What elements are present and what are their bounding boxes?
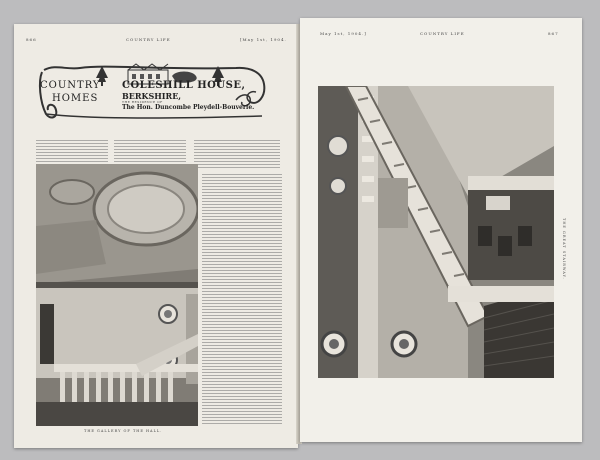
right-date: May 1st, 1904.] xyxy=(320,31,367,36)
right-running-title: COUNTRY LIFE xyxy=(420,31,465,36)
left-date: [May 1st, 1904. xyxy=(240,37,287,42)
stairway-side-caption: THE GREAT STAIRWAY. xyxy=(562,218,566,280)
banner-title-country: COUNTRY xyxy=(40,80,101,91)
left-page xyxy=(14,24,298,448)
right-page-number: 867 xyxy=(548,31,559,36)
left-page-number: 866 xyxy=(26,37,37,42)
gallery-photo-caption: THE GALLERY OF THE HALL. xyxy=(84,429,163,433)
county-name: BERKSHIRE, xyxy=(122,91,182,101)
body-text-column xyxy=(202,174,282,426)
intro-text-column-2 xyxy=(114,140,186,166)
gallery-photo xyxy=(36,164,198,426)
intro-text-column-3 xyxy=(194,140,280,170)
left-running-title: COUNTRY LIFE xyxy=(126,37,171,42)
right-page xyxy=(300,18,582,442)
house-name: COLESHILL HOUSE, xyxy=(122,80,246,91)
residence-of-label: THE RESIDENCE OF xyxy=(122,100,163,104)
gallery-ceiling-image xyxy=(36,164,198,426)
intro-text-column-1 xyxy=(36,140,108,166)
magazine-spread xyxy=(14,18,588,446)
great-stairway-image xyxy=(318,86,554,378)
banner-title-homes: HOMES xyxy=(52,93,99,104)
great-stairway-photo xyxy=(318,86,554,378)
owner-name: The Hon. Duncombe Pleydell-Bouverie. xyxy=(122,104,255,111)
